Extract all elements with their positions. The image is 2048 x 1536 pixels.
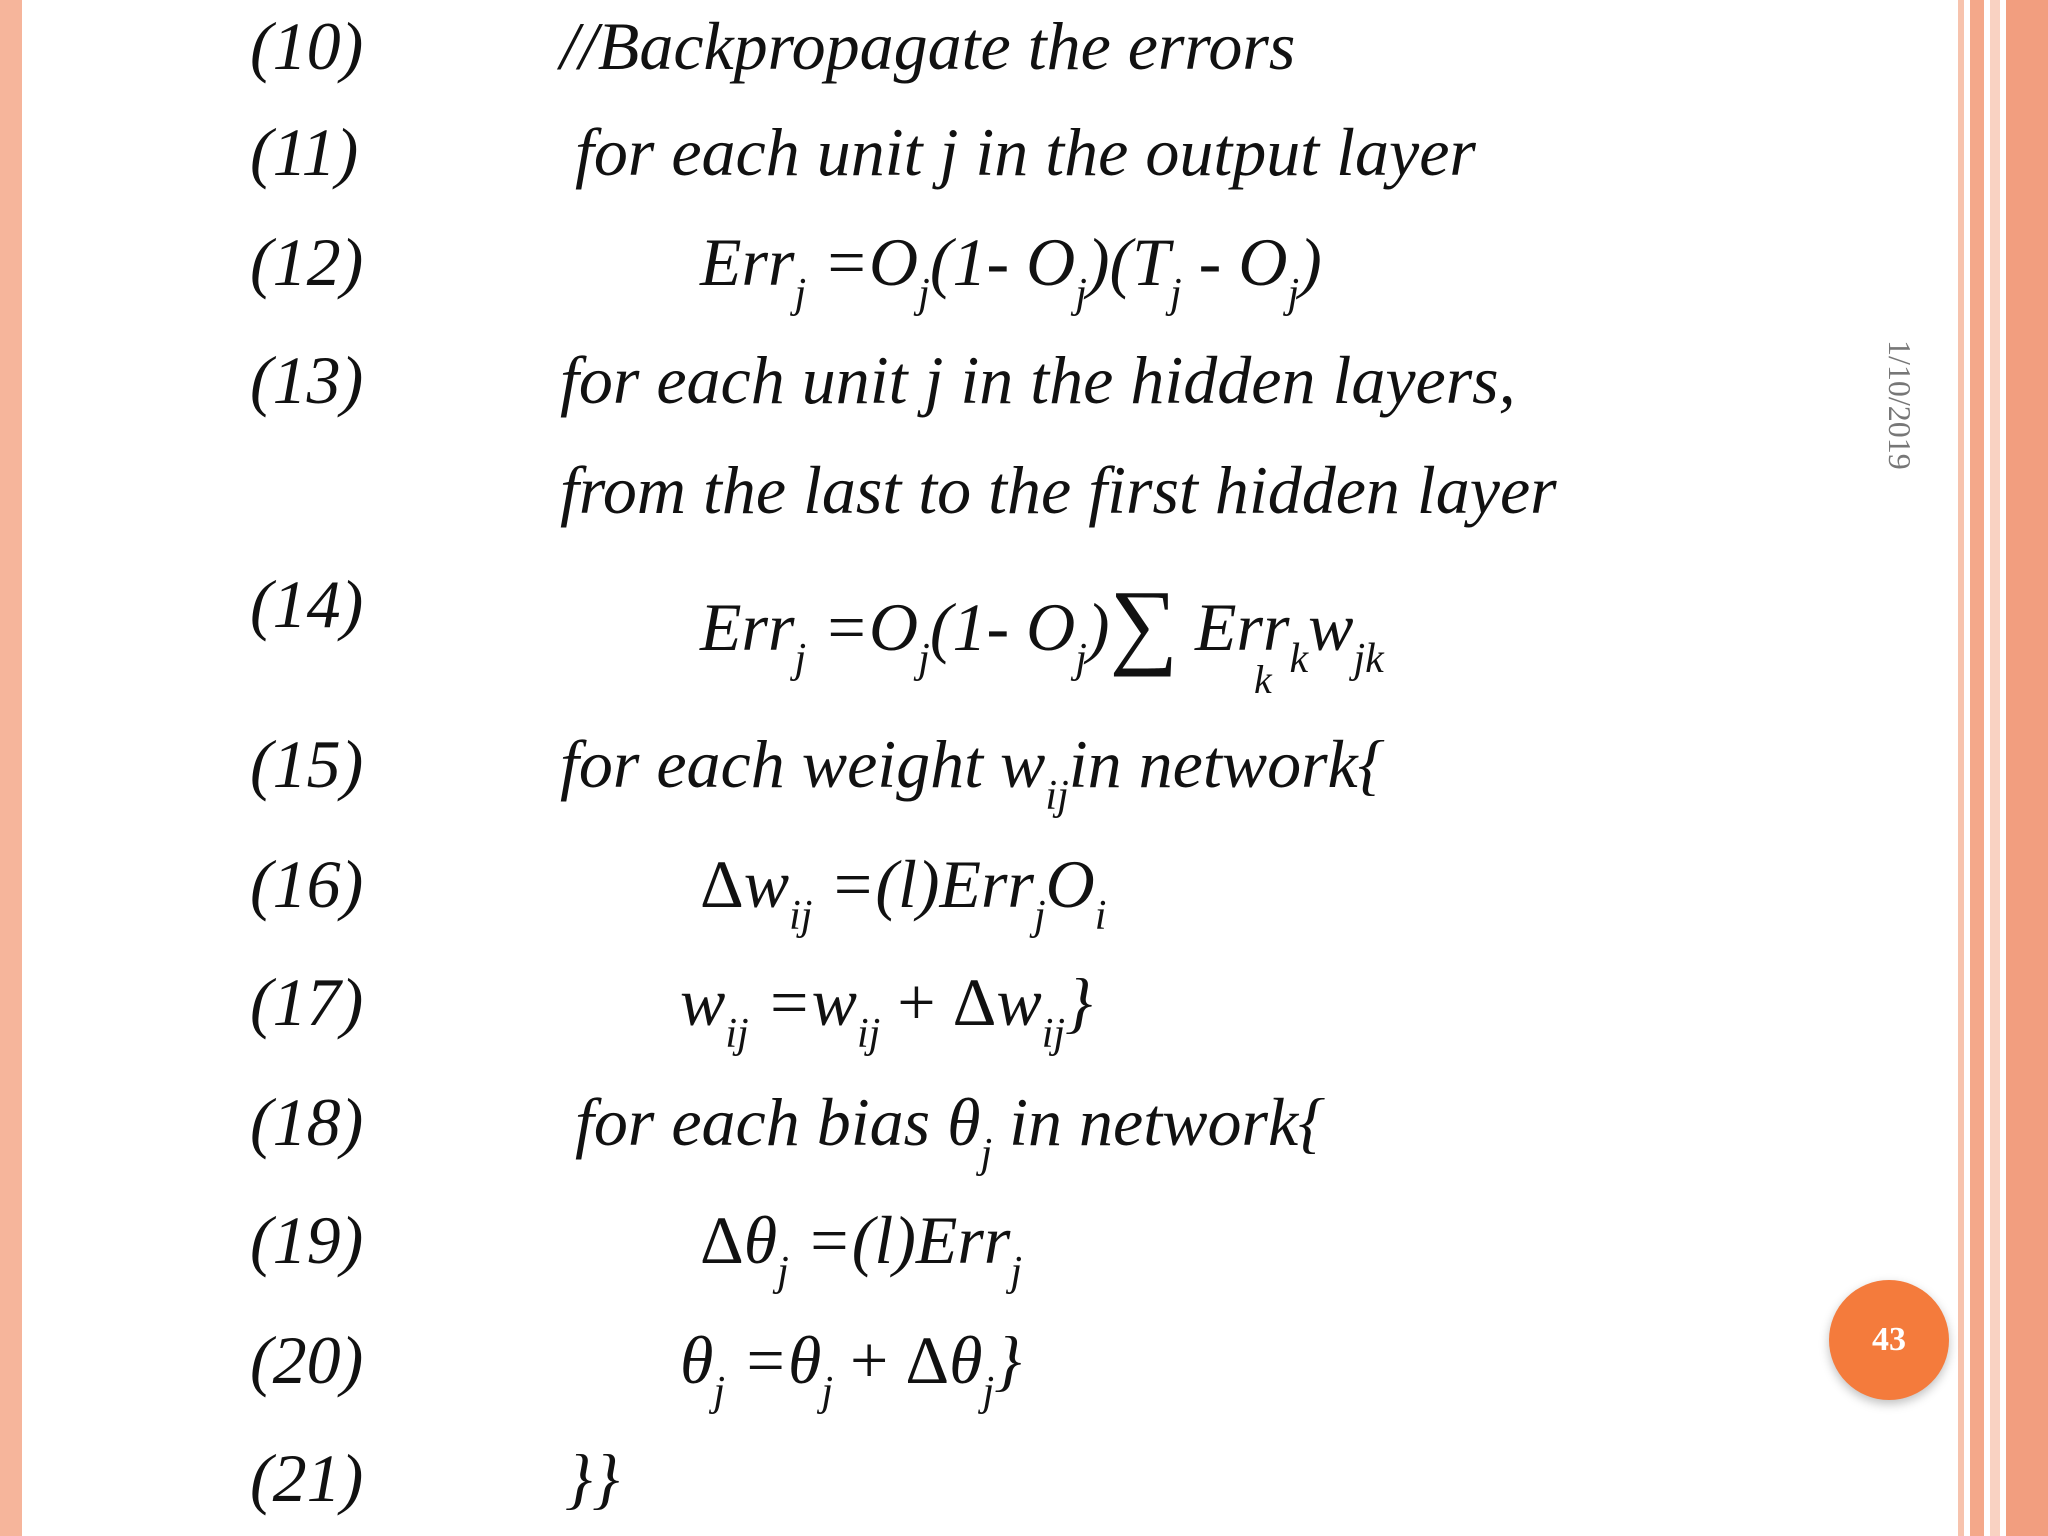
line-number: (14) <box>250 566 364 642</box>
algorithm-line: //Backpropagate the errors <box>560 8 1296 84</box>
equation-weight-update: $w_{ij} =w_{ij} + \Delta w_{ij}$} <box>680 964 1093 1057</box>
line-number: (20) <box>250 1322 364 1398</box>
line-number: (12) <box>250 224 364 300</box>
line-number: (21) <box>250 1440 364 1516</box>
equation-hidden-error: $Err_j =O_j(1-$ $O_j)\sum$ $Err_kw_{jk}$ <box>700 570 1384 682</box>
line-number: (16) <box>250 846 364 922</box>
line-number: (17) <box>250 964 364 1040</box>
line-number: (19) <box>250 1202 364 1278</box>
slide-date: 1/10/2019 <box>1882 340 1918 470</box>
algorithm-line: for each weight $w_{ij}in$ network{ <box>560 726 1385 819</box>
equation-bias-delta: $\Delta\theta_j =(l)Err_j$ <box>700 1202 1023 1295</box>
right-stripe <box>1970 0 1984 1536</box>
algorithm-line: for each unit j in the hidden layers, <box>560 342 1516 418</box>
equation-bias-update: $\theta_j =\theta_j + \Delta\theta_j$} <box>680 1322 1022 1415</box>
right-stripe <box>1990 0 2000 1536</box>
algorithm-line: for each bias $\theta_j$ in network{ <box>575 1084 1326 1177</box>
line-number: (10) <box>250 8 364 84</box>
right-stripe <box>2006 0 2048 1536</box>
right-stripe <box>1958 0 1964 1536</box>
algorithm-line-continued: from the last to the first hidden layer <box>560 452 1557 528</box>
equation-output-error: $Err_j =O_j(1-$ $O_j)(T_j - O_j)$ <box>700 224 1322 317</box>
summation-symbol: ∑ <box>1109 570 1178 677</box>
closing-braces: }} <box>565 1440 620 1516</box>
page-number-badge: 43 <box>1829 1280 1949 1400</box>
line-number: (18) <box>250 1084 364 1160</box>
equation-weight-delta: $\Delta w_{ij} =(l)Err_jO_i$ <box>700 846 1107 939</box>
left-border <box>0 0 22 1536</box>
line-number: (15) <box>250 726 364 802</box>
line-number: (11) <box>250 114 359 190</box>
algorithm-line: for each unit j in the output layer <box>575 114 1476 190</box>
line-number: (13) <box>250 342 364 418</box>
summation-index: k <box>1254 657 1272 702</box>
